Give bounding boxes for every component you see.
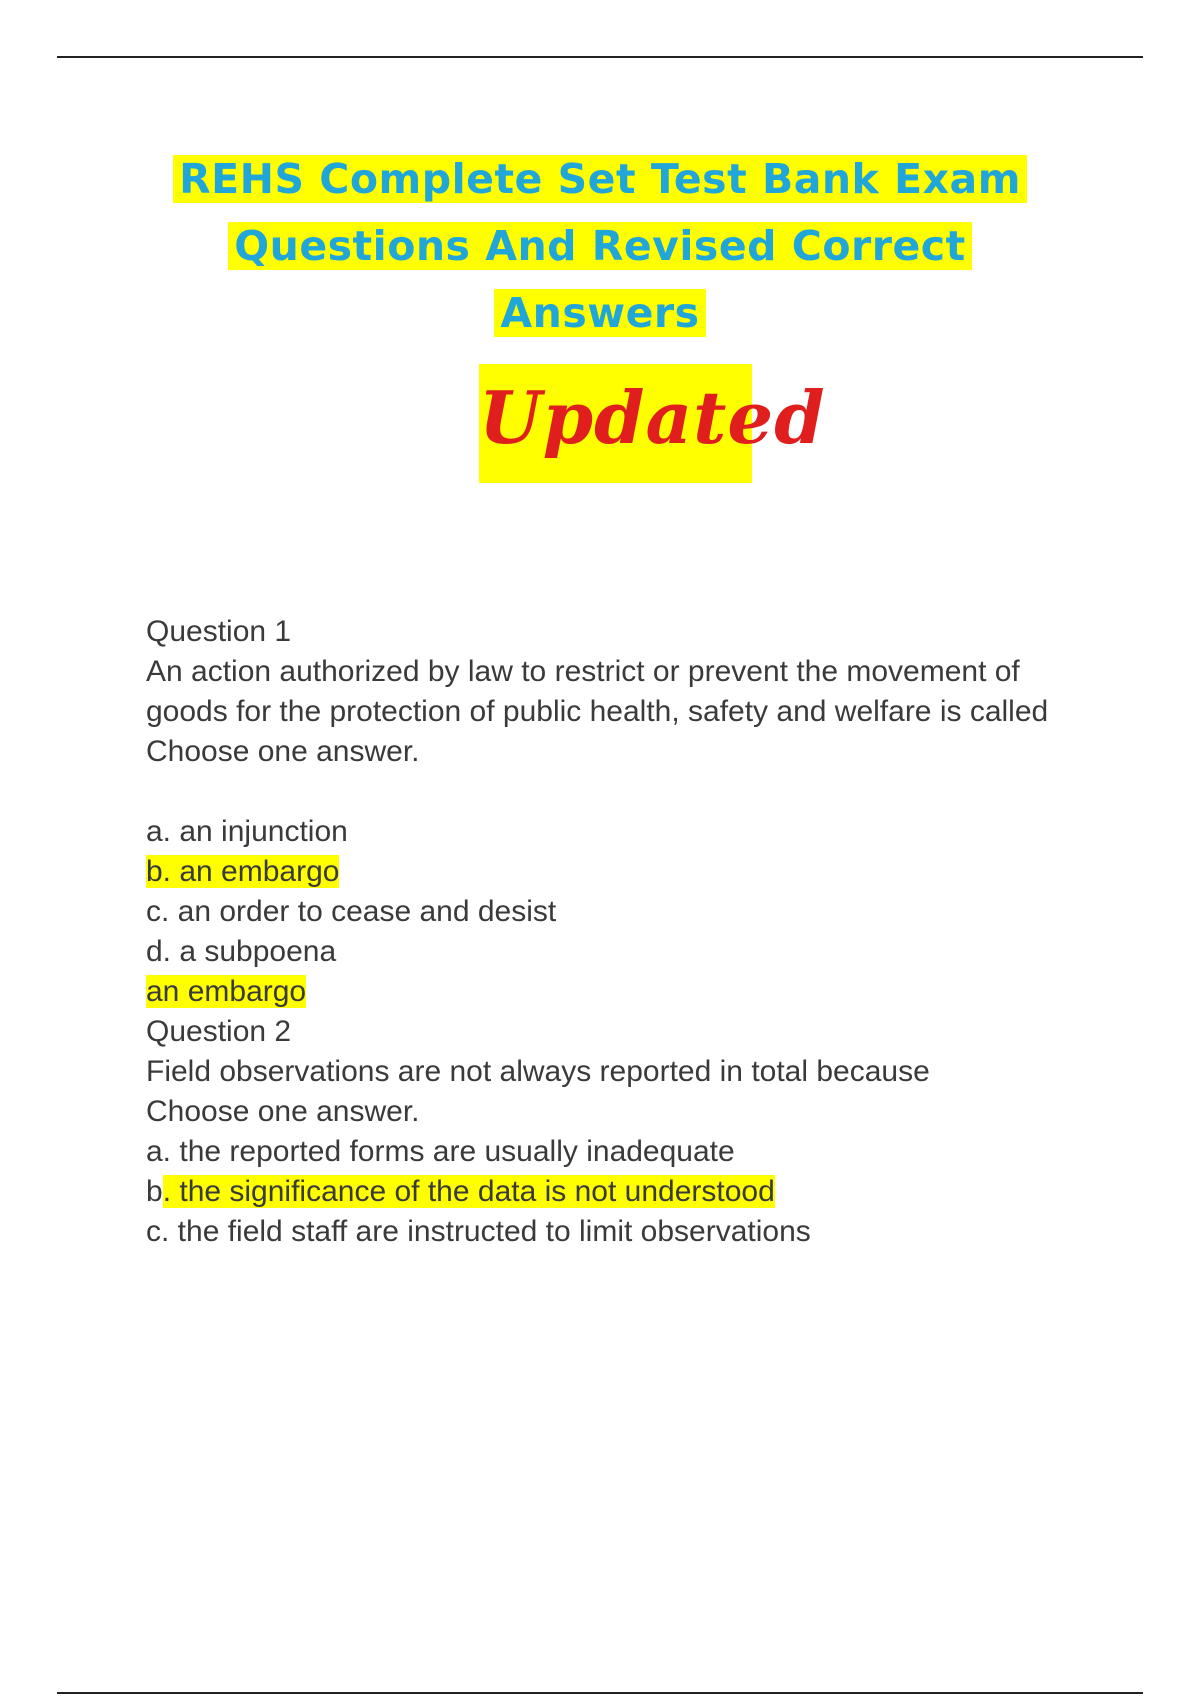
question-label: Question 2 [146,1015,292,1048]
option-a: a. the reported forms are usually inadequate [146,1135,735,1168]
option-b-correct: b. the significance of the data is not understood [146,1175,775,1208]
top-rule [57,56,1143,58]
question-2 [146,1012,1106,1252]
question-1 [146,612,1106,1012]
bottom-rule [57,1692,1143,1694]
document-title [0,146,1200,347]
question-instruction: Choose one answer. [146,735,420,768]
question-prompt: An action authorized by law to restrict or prevent the movement of goods for the protection of public health, safety and welfare is called [146,655,1049,728]
option-c: c. the field staff are instructed to limit observations [146,1215,811,1248]
title-line-3: Answers [0,280,1200,347]
correct-answer: an embargo [146,975,307,1008]
updated-badge [479,364,826,483]
question-instruction: Choose one answer. [146,1095,420,1128]
option-c: c. an order to cease and desist [146,895,557,928]
question-list [146,612,1106,1252]
question-label: Question 1 [146,615,292,648]
title-line-1: REHS Complete Set Test Bank Exam [0,146,1200,213]
option-d: d. a subpoena [146,935,337,968]
updated-badge-text: Updated [479,375,826,460]
option-a: a. an injunction [146,815,348,848]
option-b-correct: b. an embargo [146,855,340,888]
title-line-2: Questions And Revised Correct [0,213,1200,280]
question-prompt: Field observations are not always reported in total because [146,1055,930,1088]
